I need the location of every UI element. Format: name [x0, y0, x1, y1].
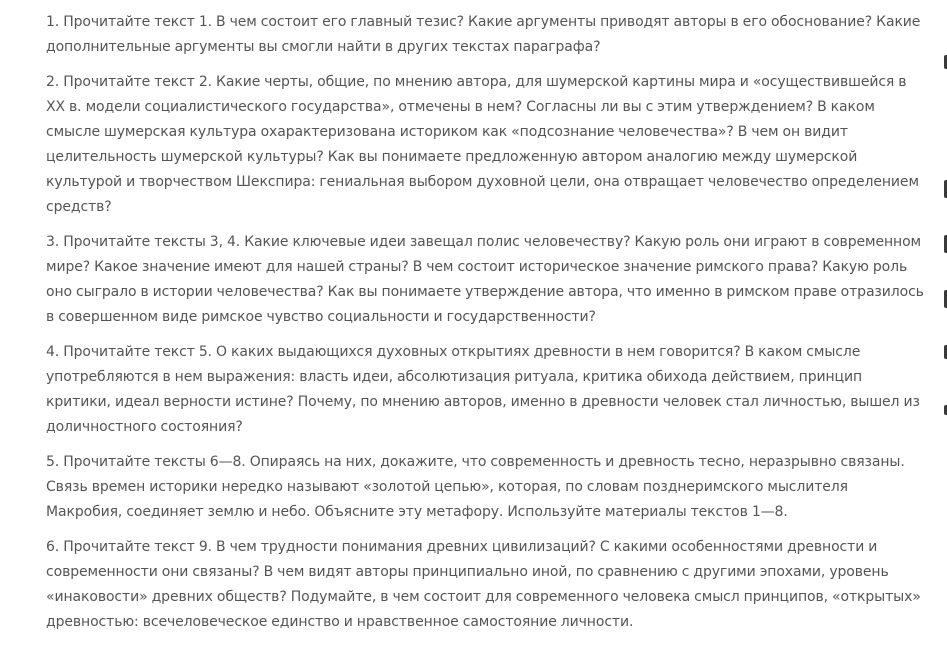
- question-1: 1. Прочитайте текст 1. В чем состоит его главный тезис? Какие аргументы приводят авторы в его обоснование? Какие дополнительные аргументы вы смогли найти в других текстах параграфа?: [46, 14, 921, 55]
- question-2: 2. Прочитайте текст 2. Какие черты, общие, по мнению автора, для шумерской картины мира и «осуществившейся в XX в. модели социалистического государства», отмечены в нем? Согласны ли вы с этим утверждением? В каком смысле шумерская культура охарактеризована историком как «подсознание человечества»? В чем он видит целительность шумерской культуры? Как вы понимаете предложенную автором аналогию между шумерской культурой и творчеством Шекспира: гениальная выбором духовной цели, она отвращает человечество определением средств?: [46, 74, 919, 215]
- question-4: 4. Прочитайте текст 5. О каких выдающихся духовных открытиях древности в нем говорится? В каком смысле употребляются в нем выражения: власть идеи, абсолютизация ритуала, критика обихода действием, принцип критики, идеал верности истине? Почему, по мнению авторов, именно в древности человек стал личностью, вышел из доличностного состояния?: [46, 344, 920, 435]
- questions-list: [46, 10, 926, 645]
- question-3: 3. Прочитайте тексты 3, 4. Какие ключевые идеи завещал полис человечеству? Какую роль они играют в современном мире? Какое значение имеют для нашей страны? В чем состоит историческое значение римского права? Какую роль оно сыграло в истории человечества? Как вы понимаете утверждение автора, что именно в римском праве отразилось в совершенном виде римское чувство социальности и государственности?: [46, 234, 924, 325]
- question-5: 5. Прочитайте тексты 6—8. Опираясь на них, докажите, что современность и древность тесно, неразрывно связаны. Связь времен историки нередко называют «золотой цепью», которая, по словам позднеримского мыслителя Макробия, соединяет землю и небо. Объясните эту метафору. Используйте материалы текстов 1—8.: [46, 454, 905, 520]
- question-6: 6. Прочитайте текст 9. В чем трудности понимания древних цивилизаций? С какими особенностями древности и современности они связаны? В чем видят авторы принципиально иной, по сравнению с другими эпохами, уровень «инаковости» древних обществ? Подумайте, в чем состоит для современного человека смысл принципов, «открытых» древностью: всечеловеческое единство и нравственное самостояние личности.: [46, 539, 921, 630]
- right-edge-clipped-content: [941, 0, 947, 617]
